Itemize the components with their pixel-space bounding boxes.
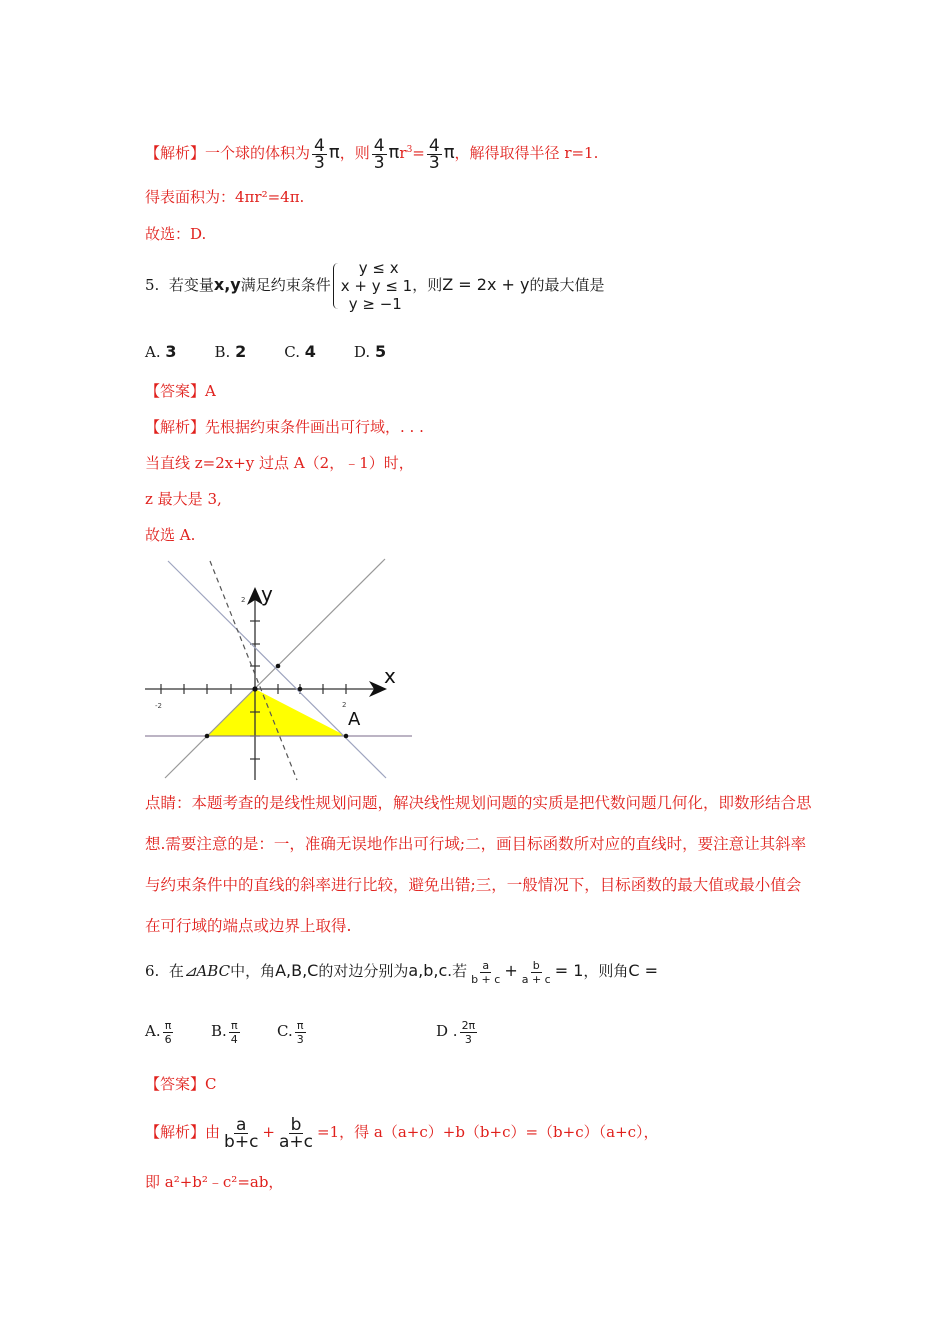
- plus: +: [262, 1123, 275, 1141]
- q4-explain-line2: 得表面积为：4πr²=4π.: [145, 188, 305, 206]
- q6-text: 的对边分别为: [318, 962, 409, 980]
- pi-symbol: π: [328, 142, 340, 163]
- question-number: 6.: [145, 962, 160, 980]
- tick-label-neg2: -2: [155, 702, 162, 710]
- q6-text: 中，角: [230, 962, 276, 980]
- q4-text: ，则: [339, 144, 370, 162]
- q5-text: 若变量: [168, 276, 214, 294]
- q5-note-paragraph: 点睛：本题考查的是线性规划问题，解决线性规划问题的实质是把代数问题几何化，即数形结合思想.需要注意的是：一，准确无误地作出可行域;二，画目标函数所对应的直线时，要注意让其斜率与约束条件中的直线的斜率进行比较，避免出错;三，一般情况下，目标函数的最大值或最小值会在可行域的端点或边界上取得.: [145, 794, 812, 935]
- constraint-system: [331, 259, 413, 313]
- q4-text: 一个球的体积为: [205, 144, 311, 162]
- fraction: $\frac{b}{a+c}$: [279, 1114, 314, 1152]
- option-d: D . $\frac{2\pi}{3}$: [436, 1018, 476, 1046]
- feasible-region-graph: [140, 555, 420, 785]
- q5-answer: 【答案】A: [145, 382, 216, 400]
- q5-stem: [145, 258, 605, 313]
- q5-explain-line1: 【解析】先根据约束条件画出可行域，. . .: [145, 418, 424, 436]
- q4-explain-line3: 故选：D.: [145, 225, 207, 243]
- constraint: y ≤ x: [358, 259, 399, 277]
- tick-label-y2: 2: [241, 596, 246, 604]
- fraction: $\frac{4}{3}$: [428, 135, 440, 173]
- fraction: $\frac{4}{3}$: [314, 135, 325, 173]
- fraction: $\frac{b}{a + c}$: [521, 958, 551, 986]
- q5-explain-line4: 故选 A.: [145, 526, 196, 544]
- option-c: C. $\frac{\pi}{3}$: [277, 1018, 304, 1046]
- y-axis-label: y: [261, 582, 273, 606]
- option-d: D. 5: [353, 342, 387, 361]
- q6-explain-text: 由: [205, 1123, 221, 1141]
- q6-text: .若: [447, 962, 468, 980]
- variables: x,y: [213, 275, 241, 294]
- line-x-plus-y-eq-1: [168, 561, 386, 778]
- equals: =: [412, 144, 425, 162]
- q6-explain-text: =1，得 a（a+c）+b（b+c）=（b+c）（a+c），: [317, 1123, 659, 1141]
- q6-text: 在: [168, 962, 184, 980]
- angles: A,B,C: [275, 961, 319, 980]
- constraint: y ≥ −1: [348, 295, 402, 313]
- fraction: $\frac{4}{3}$: [373, 135, 385, 173]
- sides: a,b,c: [408, 961, 448, 980]
- pi-symbol: π: [443, 142, 455, 163]
- q6-text: ，则角: [583, 962, 629, 980]
- fraction: $\frac{a}{b + c}$: [471, 958, 501, 986]
- point-a-label: A: [348, 709, 361, 730]
- x-axis-label: x: [384, 664, 396, 688]
- angle-c: C =: [628, 961, 659, 980]
- q5-options: [145, 342, 386, 362]
- q5-text: 的最大值是: [529, 276, 605, 294]
- objective-function: Z = 2x + y: [442, 275, 530, 294]
- q5-text: ，则: [412, 276, 443, 294]
- q6-options: [145, 1013, 479, 1049]
- r-cubed: $r^3$: [399, 144, 413, 162]
- pi-symbol: π: [388, 142, 400, 163]
- q6-explain-line1: [145, 1112, 659, 1152]
- q4-text: ，解得取得半径 r=1.: [454, 144, 599, 162]
- q5-explain-line2: 当直线 z=2x+y 过点 A（2，﹣1）时，: [145, 454, 414, 472]
- option-a: A. $\frac{\pi}{6}$: [145, 1018, 172, 1046]
- line-y-eq-x: [165, 559, 385, 778]
- option-a: A. 3: [145, 342, 177, 361]
- explain-tag: 【解析】: [145, 144, 206, 162]
- q6-explain-line2: 即 a²+b²﹣c²=ab，: [145, 1173, 284, 1191]
- q6-answer: 【答案】C: [145, 1075, 217, 1093]
- plus: +: [504, 961, 518, 980]
- q4-explain-line1: [145, 136, 598, 171]
- tick-label-2: 2: [342, 701, 347, 709]
- question-number: 5.: [145, 276, 160, 294]
- fraction: $\frac{a}{b+c}$: [224, 1114, 259, 1152]
- q5-text: 满足约束条件: [240, 276, 331, 294]
- equals-one: = 1: [554, 961, 584, 980]
- constraint: x + y ≤ 1: [340, 277, 413, 295]
- triangle-abc: ⊿ABC: [183, 962, 231, 980]
- explain-tag: 【解析】: [145, 1123, 206, 1141]
- option-b: B. 2: [214, 342, 247, 361]
- q5-explain-line3: z 最大是 3,: [145, 490, 222, 508]
- q6-stem: [145, 953, 658, 989]
- option-c: C. 4: [284, 342, 316, 361]
- option-b: B. $\frac{\pi}{4}$: [211, 1018, 238, 1046]
